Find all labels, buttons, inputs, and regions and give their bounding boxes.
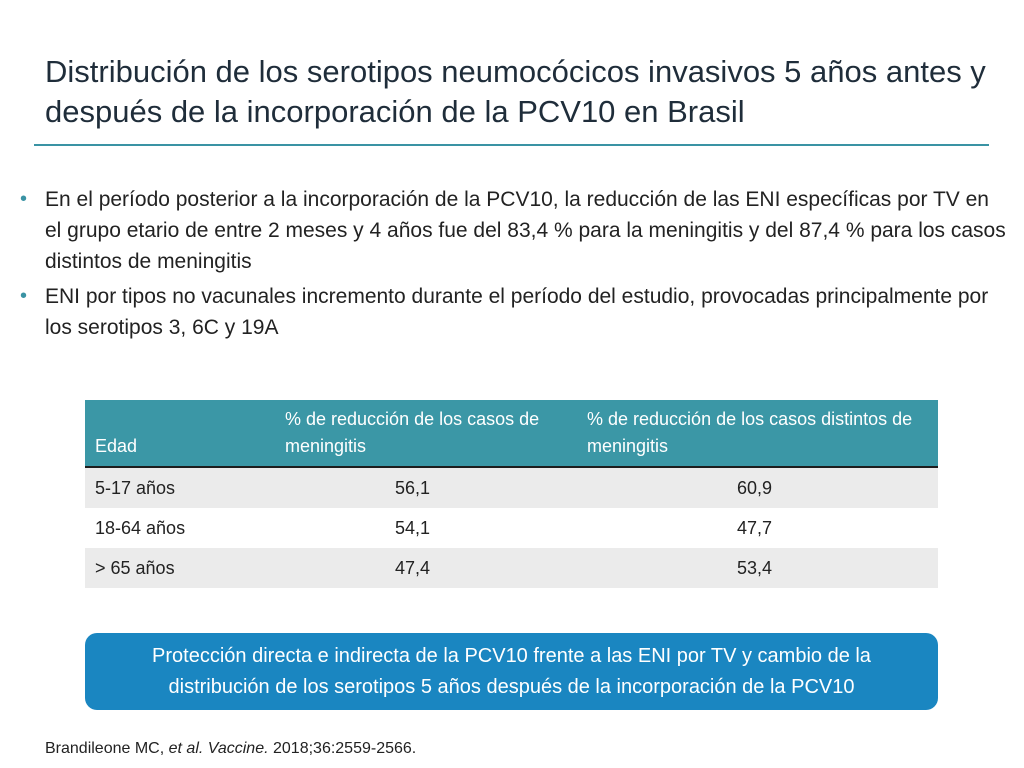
title-divider <box>34 144 989 146</box>
conclusion-text: Protección directa e indirecta de la PCV10 frente a las ENI por TV y cambio de la distribución de los serotipos 5 años después de la incorporación de la PCV10 <box>152 644 871 698</box>
bullet-text: En el período posterior a la incorporación de la PCV10, la reducción de las ENI específicas por TV en el grupo etario de entre 2 meses y 4 años fue del 83,4 % para la meningitis y del 87,4 % para los casos distintos de meningitis <box>45 188 1006 273</box>
header-age: Edad <box>85 400 275 467</box>
bullet-list <box>20 184 1010 347</box>
slide-title: Distribución de los serotipos neumocócicos invasivos 5 años antes y después de la incorporación de la PCV10 en Brasil <box>45 54 986 129</box>
header-non-meningitis-reduction: % de reducción de los casos distintos de meningitis <box>577 400 938 467</box>
bullet-dot-icon: • <box>20 285 28 307</box>
cell-age: 5-17 años <box>85 467 275 508</box>
table-body <box>85 467 938 588</box>
header-meningitis-reduction: % de reducción de los casos de meningitis <box>275 400 577 467</box>
cell-non-meningitis: 53,4 <box>577 548 938 588</box>
cell-meningitis: 47,4 <box>275 548 577 588</box>
reduction-table <box>85 400 938 588</box>
table-row <box>85 467 938 508</box>
bullet-item <box>20 281 1010 343</box>
reference-citation-detail: 2018;36:2559-2566. <box>273 740 417 757</box>
reference-authors: Brandileone MC, <box>45 740 165 757</box>
table-header-row <box>85 400 938 467</box>
reference-citation <box>45 740 416 758</box>
cell-meningitis: 54,1 <box>275 508 577 548</box>
table-row <box>85 548 938 588</box>
table-header <box>85 400 938 467</box>
cell-meningitis: 56,1 <box>275 467 577 508</box>
cell-age: > 65 años <box>85 548 275 588</box>
reference-journal: Vaccine. <box>207 740 269 757</box>
cell-age: 18-64 años <box>85 508 275 548</box>
bullet-text: ENI por tipos no vacunales incremento durante el período del estudio, provocadas principalmente por los serotipos 3, 6C y 19A <box>45 285 989 339</box>
bullet-dot-icon: • <box>20 188 28 210</box>
table-row <box>85 508 938 548</box>
cell-non-meningitis: 60,9 <box>577 467 938 508</box>
conclusion-box <box>85 633 938 710</box>
bullet-item <box>20 184 1010 277</box>
reference-etal: et al. <box>168 740 204 757</box>
cell-non-meningitis: 47,7 <box>577 508 938 548</box>
